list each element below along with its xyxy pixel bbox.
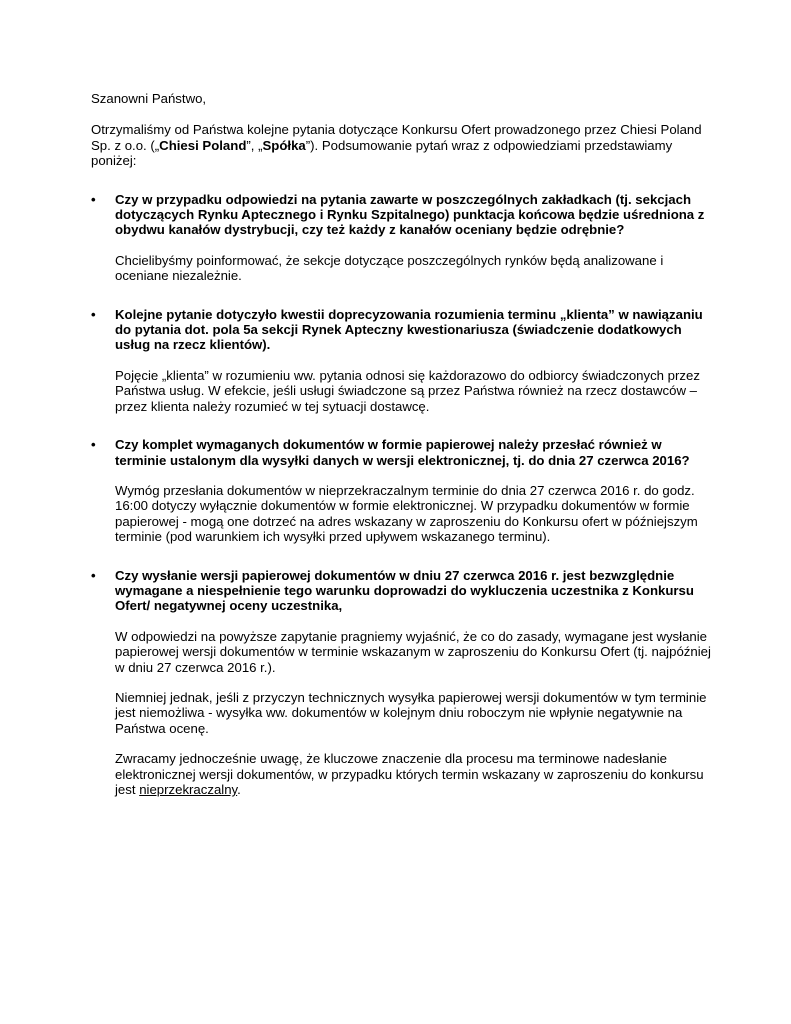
intro-bold-company: Chiesi Poland [159,137,247,153]
bullet-icon: • [91,306,96,322]
intro-text-3: ”). Podsumowanie pytań wraz z odpowiedziami przedstawiamy poniżej: [91,137,673,169]
qa-item-3 [91,437,711,544]
letter-greeting: Szanowni Państwo, [91,91,207,106]
answer-4c [115,751,711,797]
bullet-icon: • [91,567,96,583]
answer-3: Wymóg przesłania dokumentów w nieprzekraczalnym terminie do dnia 27 czerwca 2016 r. do godz. 16:00 dotyczy wyłącznie dokumentów w formie elektronicznej. W przypadku dokumentów w formie papierowej - mogą one dotrzeć na adres wskazany w zaproszeniu do Konkursu ofert w późniejszym terminie (pod warunkiem ich wysyłki przed upływem wskazanego terminu). [115,482,698,545]
answer-1: Chcielibyśmy poinformować, że sekcje dotyczące poszczególnych rynków będą analizowane i oceniane niezależnie. [115,252,664,284]
qa-item-4 [91,568,711,798]
question-3: Czy komplet wymaganych dokumentów w formie papierowej należy przesłać również w terminie ustalonym dla wysyłki danych w wersji elektronicznej, tj. do dnia 27 czerwca 2016? [115,437,690,468]
underlined-term: nieprzekraczalny [139,782,238,797]
answer-4c-end: . [237,782,241,797]
answer-2: Pojęcie „klienta” w rozumieniu ww. pytania odnosi się każdorazowo do odbiorcy świadczonych przez Państwa usług. W efekcie, jeśli usługi świadczone są przez Państwa również na rzecz dostawców – przez klienta należy rozumieć w tej sytuacji dostawcę. [115,367,700,414]
bullet-icon: • [91,191,96,207]
question-1: Czy w przypadku odpowiedzi na pytania zawarte w poszczególnych zakładkach (tj. sekcjach dotyczących Rynku Aptecznego i Rynku Szpitalnego) punktacja końcowa będzie uśredniona z obydwu kanałów dystrybucji, czy też każdy z kanałów oceniany będzie odrębnie? [115,191,705,238]
intro-bold-spolka: Spółka [262,137,306,153]
intro-text-2: ”, „ [246,137,263,153]
intro-text-1: Otrzymaliśmy od Państwa kolejne pytania dotyczące Konkursu Ofert prowadzonego przez Chiesi Poland Sp. z o.o. („ [91,122,702,153]
answer-4a: W odpowiedzi na powyższe zapytanie pragniemy wyjaśnić, że co do zasady, wymagane jest wysłanie papierowej wersji dokumentów w terminie wskazanym w zaproszeniu do Konkursu Ofert (tj. najpóźniej w dniu 27 czerwca 2016 r.). [115,628,711,675]
question-2: Kolejne pytanie dotyczyło kwestii doprecyzowania rozumienia terminu „klienta” w nawiązaniu do pytania dot. pola 5a sekcji Rynek Apteczny kwestionariusza (świadczenie dodatkowych usług na rzecz klientów). [115,306,703,353]
question-4: Czy wysłanie wersji papierowej dokumentów w dniu 27 czerwca 2016 r. jest bezwzględnie wymagane a niespełnienie tego warunku doprowadzi do wykluczenia uczestnika z Konkursu Ofert/ negatywnej oceny uczestnika, [115,567,694,614]
answer-4b: Niemniej jednak, jeśli z przyczyn technicznych wysyłka papierowej wersji dokumentów w tym terminie jest niemożliwa - wysyłka ww. dokumentów w kolejnym dniu roboczym nie wpłynie negatywnie na Państwa ocenę. [115,689,707,736]
bullet-icon: • [91,437,96,453]
qa-item-1 [91,192,711,284]
letter-intro [91,122,711,168]
answer-4c-text: Zwracamy jednocześnie uwagę, że kluczowe znaczenie dla procesu ma terminowe nadesłanie elektronicznej wersji dokumentów, w przypadku których termin wskazany w zaproszeniu do konkursu jest [115,751,704,797]
qa-item-2 [91,307,711,414]
letter-page [91,91,711,820]
